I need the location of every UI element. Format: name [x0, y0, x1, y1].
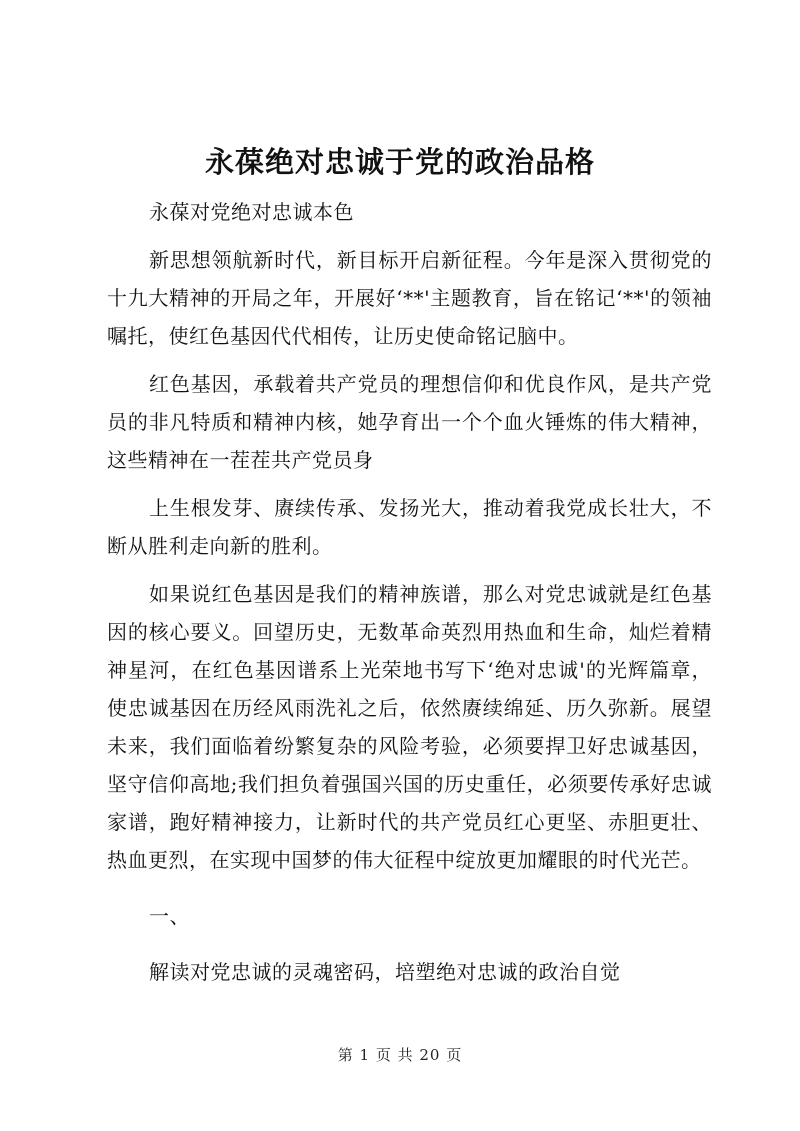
- section-heading: 解读对党忠诚的灵魂密码，培塑绝对忠诚的政治自觉: [149, 960, 621, 984]
- subtitle-paragraph: 永葆对党绝对忠诚本色: [149, 200, 354, 224]
- body-paragraph: 红色基因，承载着共产党员的理想信仰和优良作风，是共产党员的非凡特质和精神内核，她孕育出一个个血火锤炼的伟大精神，这些精神在一茬茬共产党员身: [107, 372, 712, 472]
- section-number: 一、: [149, 904, 190, 928]
- body-paragraph: 如果说红色基因是我们的精神族谱，那么对党忠诚就是红色基因的核心要义。回望历史，无数革命英烈用热血和生命，灿烂着精神星河，在红色基因谱系上光荣地书写下‘绝对忠诚'的光辉篇章，使忠诚基因在历经风雨洗礼之后，依然赓续绵延、历久弥新。展望未来，我们面临着纷繁复杂的风险考验，必须要捍卫好忠诚基因，坚守信仰高地;我们担负着强国兴国的历史重任，必须要传承好忠诚家谱，跑好精神接力，让新时代的共产党员红心更坚、赤胆更壮、热血更烈，在实现中国梦的伟大征程中绽放更加耀眼的时代光芒。: [107, 582, 712, 872]
- body-paragraph: 新思想领航新时代，新目标开启新征程。今年是深入贯彻党的十九大精神的开局之年，开展好‘**'主题教育，旨在铭记‘**'的领袖嘱托，使红色基因代代相传，让历史使命铭记脑中。: [107, 248, 712, 348]
- document-title: 永葆绝对忠诚于党的政治品格: [204, 145, 595, 179]
- page-footer: 第 1 页 共 20 页: [337, 1046, 463, 1064]
- document-body: [107, 193, 712, 991]
- body-paragraph: 上生根发芽、赓续传承、发扬光大，推动着我党成长壮大，不断从胜利走向新的胜利。: [107, 496, 712, 558]
